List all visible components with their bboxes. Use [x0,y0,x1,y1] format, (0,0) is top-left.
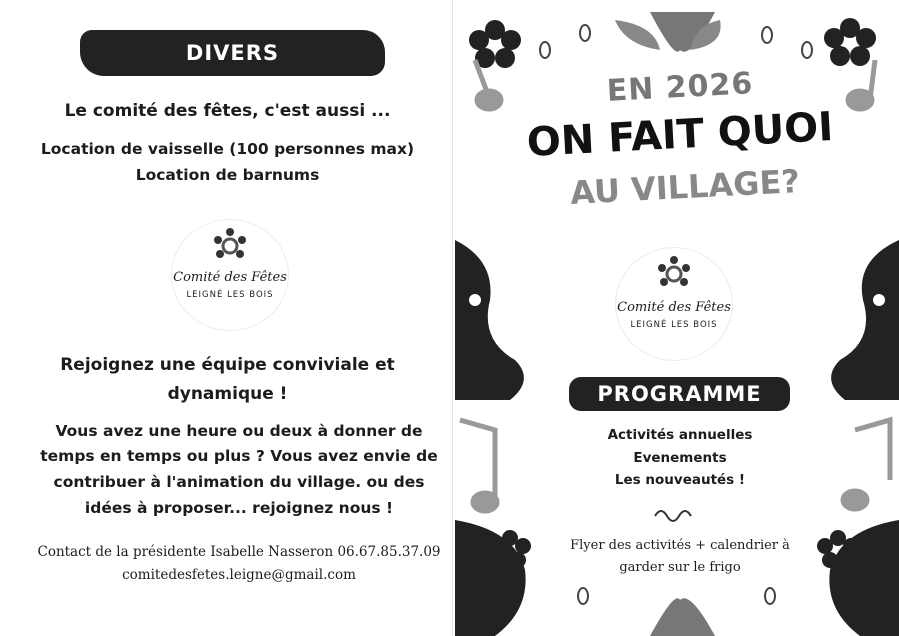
comite-logo-left [172,220,288,330]
join-text-line2: temps en temps ou plus ? Vous avez envie de [40,447,438,465]
divers-banner: DIVERS [80,30,385,76]
programme-item: Evenements [633,450,727,466]
headline-year: EN 2026 [605,66,755,109]
programme-banner: PROGRAMME [569,377,790,411]
contact-text: Contact de la présidente Isabelle Nasseron 06.67.85.37.09 [37,544,441,560]
flyer-text-line1: Flyer des activités + calendrier à [570,538,790,553]
logo-place: LEIGNÉ LES BOIS [186,290,274,300]
comite-logo-right [616,248,732,360]
service-barnums: Location de barnums [135,166,320,184]
join-text-line3: contribuer à l'animation du village. ou des [53,473,425,491]
contact-email[interactable]: comitedesfetes.leigne@gmail.com [122,567,356,583]
join-title-line1: Rejoignez une équipe conviviale et [60,355,395,375]
join-text-line4: idées à proposer... rejoignez nous ! [84,499,394,517]
programme-item: Les nouveautés ! [614,472,746,488]
join-text-line1: Vous avez une heure ou deux à donner de [55,422,423,440]
people-circle-icon [654,254,694,294]
people-circle-icon [210,226,250,266]
join-title-line2: dynamique ! [167,384,288,404]
headline-main: ON FAIT QUOI [525,104,835,166]
fold-line [452,0,453,636]
flyer-text-line2: garder sur le frigo [619,560,741,575]
service-vaisselle: Location de vaisselle (100 personnes max) [40,140,415,158]
headline-village: AU VILLAGE? [569,162,801,212]
programme-item: Activités annuelles [607,427,753,443]
logo-name: Comité des Fêtes [617,300,731,315]
logo-place: LEIGNÉ LES BOIS [630,320,718,330]
intro-heading: Le comité des fêtes, c'est aussi ... [64,101,391,121]
logo-name: Comité des Fêtes [173,270,287,285]
